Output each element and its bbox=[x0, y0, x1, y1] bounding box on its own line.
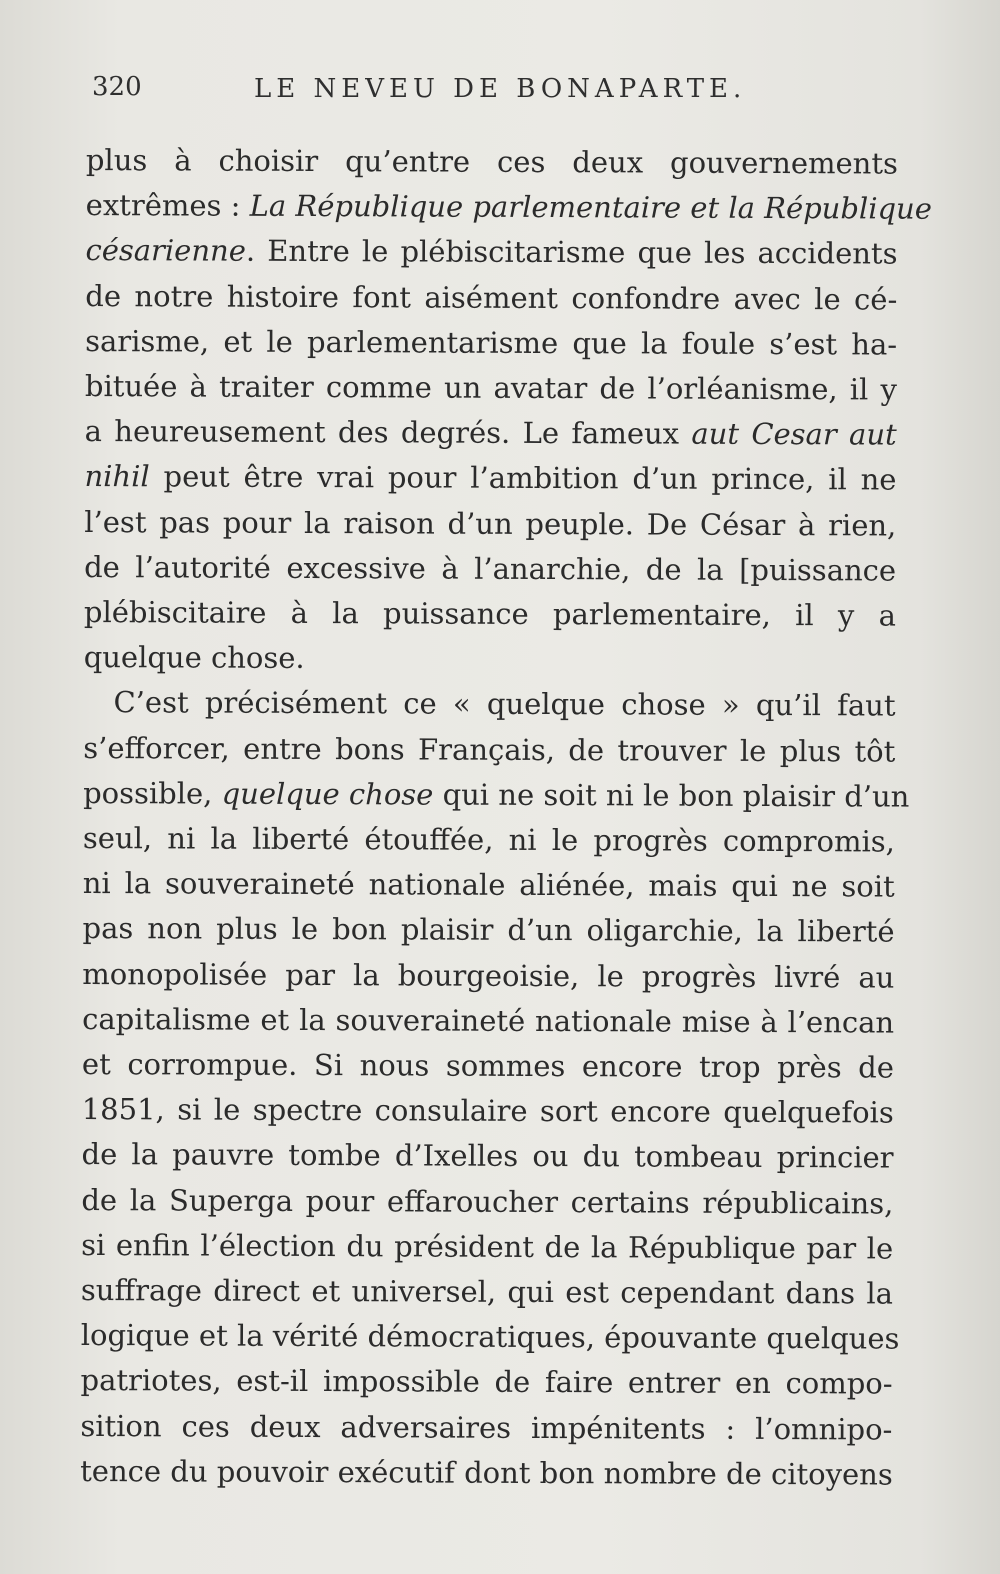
text-line: bituée à traiter comme un avatar de l’orléanisme, il y bbox=[84, 369, 897, 407]
text-line: ni la souveraineté nationale aliénée, mais qui ne soit bbox=[82, 866, 895, 904]
body-text bbox=[80, 138, 932, 1498]
text-line: sarisme, et le parlementarisme que la foule s’est ha- bbox=[85, 323, 898, 362]
paragraph-2 bbox=[80, 680, 910, 1497]
running-title: LE NEVEU DE BONAPARTE. bbox=[254, 74, 747, 104]
text-line: seul, ni la liberté étouffée, ni le progrès compromis, bbox=[82, 821, 896, 859]
text-line: a heureusement des degrés. Le fameux aut Cesar aut bbox=[84, 414, 897, 452]
italic-phrase: quelque chose bbox=[221, 776, 434, 812]
text-line: possible, quelque chose qui ne soit ni le bon plaisir d’un bbox=[83, 775, 910, 814]
text-line: plébiscitaire à la puissance parlementaire, il y a bbox=[83, 595, 896, 633]
italic-phrase: aut Cesar aut bbox=[691, 416, 897, 452]
text-line: patriotes, est-il impossible de faire entrer en compo- bbox=[80, 1363, 893, 1402]
text-line: pas non plus le bon plaisir d’un oligarchie, la liberté bbox=[82, 911, 895, 949]
text-line: de l’autorité excessive à l’anarchie, de la [puissance bbox=[84, 549, 897, 588]
page-number: 320 bbox=[92, 72, 142, 102]
text-line: sition ces deux adversaires impénitents : l’omnipo- bbox=[80, 1408, 893, 1447]
text-line: et corrompue. Si nous sommes encore trop près de bbox=[81, 1047, 895, 1085]
text-line: suffrage direct et universel, qui est cependant dans la bbox=[80, 1273, 894, 1311]
italic-phrase: césarienne bbox=[85, 233, 246, 269]
text-line: de la pauvre tombe d’Ixelles ou du tombeau princier bbox=[81, 1137, 894, 1176]
text-line: 1851, si le spectre consulaire sort encore quelquefois bbox=[81, 1092, 894, 1130]
text-line: C’est précisément ce « quelque chose » qu’il faut bbox=[113, 685, 896, 723]
text-line: tence du pouvoir exécutif dont bon nombre de citoyens bbox=[80, 1453, 893, 1492]
text-line: plus à choisir qu’entre ces deux gouvernements bbox=[85, 142, 898, 181]
italic-phrase: nihil bbox=[84, 459, 150, 494]
text-line: césarienne. Entre le plébiscitarisme que les accidents bbox=[85, 233, 898, 271]
page-header bbox=[92, 72, 892, 116]
paragraph-1 bbox=[83, 138, 932, 684]
text-line: capitalisme et la souveraineté nationale mise à l’encan bbox=[82, 1001, 895, 1040]
italic-phrase: La République parlementaire et la République bbox=[249, 188, 932, 226]
text-line: de la Superga pour effaroucher certains républicains, bbox=[81, 1182, 894, 1221]
text-line: extrêmes : La République parlementaire et la République bbox=[85, 188, 932, 226]
text-line: s’efforcer, entre bons Français, de trouver le plus tôt bbox=[83, 730, 896, 769]
text-line: quelque chose. bbox=[83, 640, 305, 676]
text-line: nihil peut être vrai pour l’ambition d’un prince, il ne bbox=[84, 459, 897, 497]
text-line: logique et la vérité démocratiques, épouvante quelques bbox=[80, 1318, 900, 1356]
text-line: monopolisée par la bourgeoisie, le progrès livré au bbox=[82, 956, 895, 995]
text-line: l’est pas pour la raison d’un peuple. De César à rien, bbox=[84, 504, 897, 543]
text-line: si enfin l’élection du président de la République par le bbox=[81, 1227, 894, 1266]
text-line: de notre histoire font aisément confondre avec le cé- bbox=[85, 278, 898, 317]
